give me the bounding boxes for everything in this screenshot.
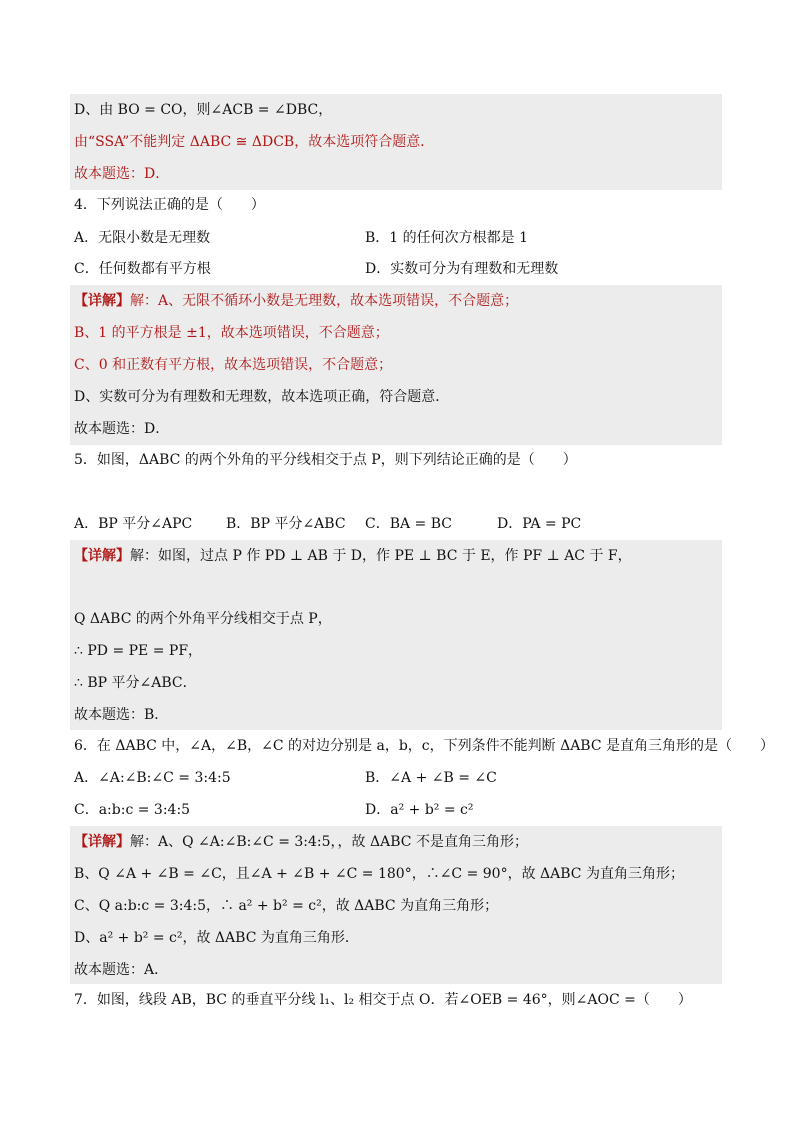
q5-solution-line-4: ∴ BP 平分∠ABC． xyxy=(74,675,197,691)
q6-option-d: D．a² + b² = c² xyxy=(365,802,474,818)
q6-solution-line-2: B、Q ∠A + ∠B = ∠C，且∠A + ∠B + ∠C = 180°，∴∠C = 90°，故 ΔABC 为直角三角形； xyxy=(74,866,684,882)
q6-solution-text-1: 解：A、Q ∠A:∠B:∠C = 3:4:5，，故 ΔABC 不是直角三角形； xyxy=(130,834,528,850)
q5-solution-line-3: ∴ PD = PE = PF， xyxy=(74,643,203,659)
q6-solution-line-1 xyxy=(74,832,528,852)
q6-solution-line-4: D、a² + b² = c²，故 ΔABC 为直角三角形． xyxy=(74,930,359,946)
q6-option-a: A．∠A:∠B:∠C = 3:4:5 xyxy=(74,770,231,786)
q6-detail-tag: 【详解】 xyxy=(74,834,130,850)
q4-option-c: C．任何数都有平方根 xyxy=(74,261,211,277)
q4-option-a: A．无限小数是无理数 xyxy=(74,230,211,246)
q5-option-b: B．BP 平分∠ABC xyxy=(226,516,346,532)
q6-answer: 故本题选：A． xyxy=(74,962,169,978)
q4-solution-line-2: B、1 的平方根是 ±1，故本选项错误，不合题意； xyxy=(74,325,389,341)
q5-solution-block xyxy=(70,540,722,730)
q3-answer: 故本题选：D． xyxy=(74,166,170,182)
q4-solution-text-1: 解：A、无限不循环小数是无理数，故本选项错误，不合题意； xyxy=(130,293,519,309)
q4-answer: 故本题选：D． xyxy=(74,421,170,437)
q5-stem: 5．如图，ΔABC 的两个外角的平分线相交于点 P，则下列结论正确的是（ ） xyxy=(74,452,577,468)
q4-solution-line-3: C、0 和正数有平方根，故本选项错误，不合题意； xyxy=(74,357,393,373)
q4-option-b: B．1 的任何次方根都是 1 xyxy=(365,230,529,246)
q3-solution-line-2: 由“SSA”不能判定 ΔABC ≅ ΔDCB，故本选项符合题意． xyxy=(74,134,435,150)
q5-option-a: A．BP 平分∠APC xyxy=(74,516,193,532)
q5-detail-tag: 【详解】 xyxy=(74,548,130,564)
q5-solution-text-1: 解：如图，过点 P 作 PD ⊥ AB 于 D，作 PE ⊥ BC 于 E，作 PF ⊥ AC 于 F， xyxy=(130,548,632,564)
q5-option-d: D．PA = PC xyxy=(497,516,582,532)
q4-stem: 4．下列说法正确的是（ ） xyxy=(74,197,265,213)
q6-stem: 6．在 ΔABC 中，∠A，∠B，∠C 的对边分别是 a，b，c，下列条件不能判断 ΔABC 是直角三角形的是（ ） xyxy=(74,738,775,754)
q4-option-d: D．实数可分为有理数和无理数 xyxy=(365,261,559,277)
q6-option-b: B．∠A + ∠B = ∠C xyxy=(365,770,497,786)
q7-stem: 7．如图，线段 AB，BC 的垂直平分线 l₁、l₂ 相交于点 O．若∠OEB = 46°，则∠AOC =（ ） xyxy=(74,992,692,1008)
q5-solution-line-1 xyxy=(74,546,632,566)
q3-solution-line-1: D、由 BO = CO，则∠ACB = ∠DBC， xyxy=(74,102,333,118)
q6-solution-line-3: C、Q a:b:c = 3:4:5，∴ a² + b² = c²，故 ΔABC 为直角三角形； xyxy=(74,898,499,914)
q5-solution-line-2: Q ΔABC 的两个外角平分线相交于点 P， xyxy=(74,611,332,627)
q4-solution-line-1 xyxy=(74,291,518,311)
q4-solution-line-4: D、实数可分为有理数和无理数，故本选项正确，符合题意． xyxy=(74,389,450,405)
q4-detail-tag: 【详解】 xyxy=(74,293,130,309)
q6-option-c: C．a:b:c = 3:4:5 xyxy=(74,802,191,818)
q5-option-c: C．BA = BC xyxy=(365,516,453,532)
q5-answer: 故本题选：B． xyxy=(74,707,169,723)
